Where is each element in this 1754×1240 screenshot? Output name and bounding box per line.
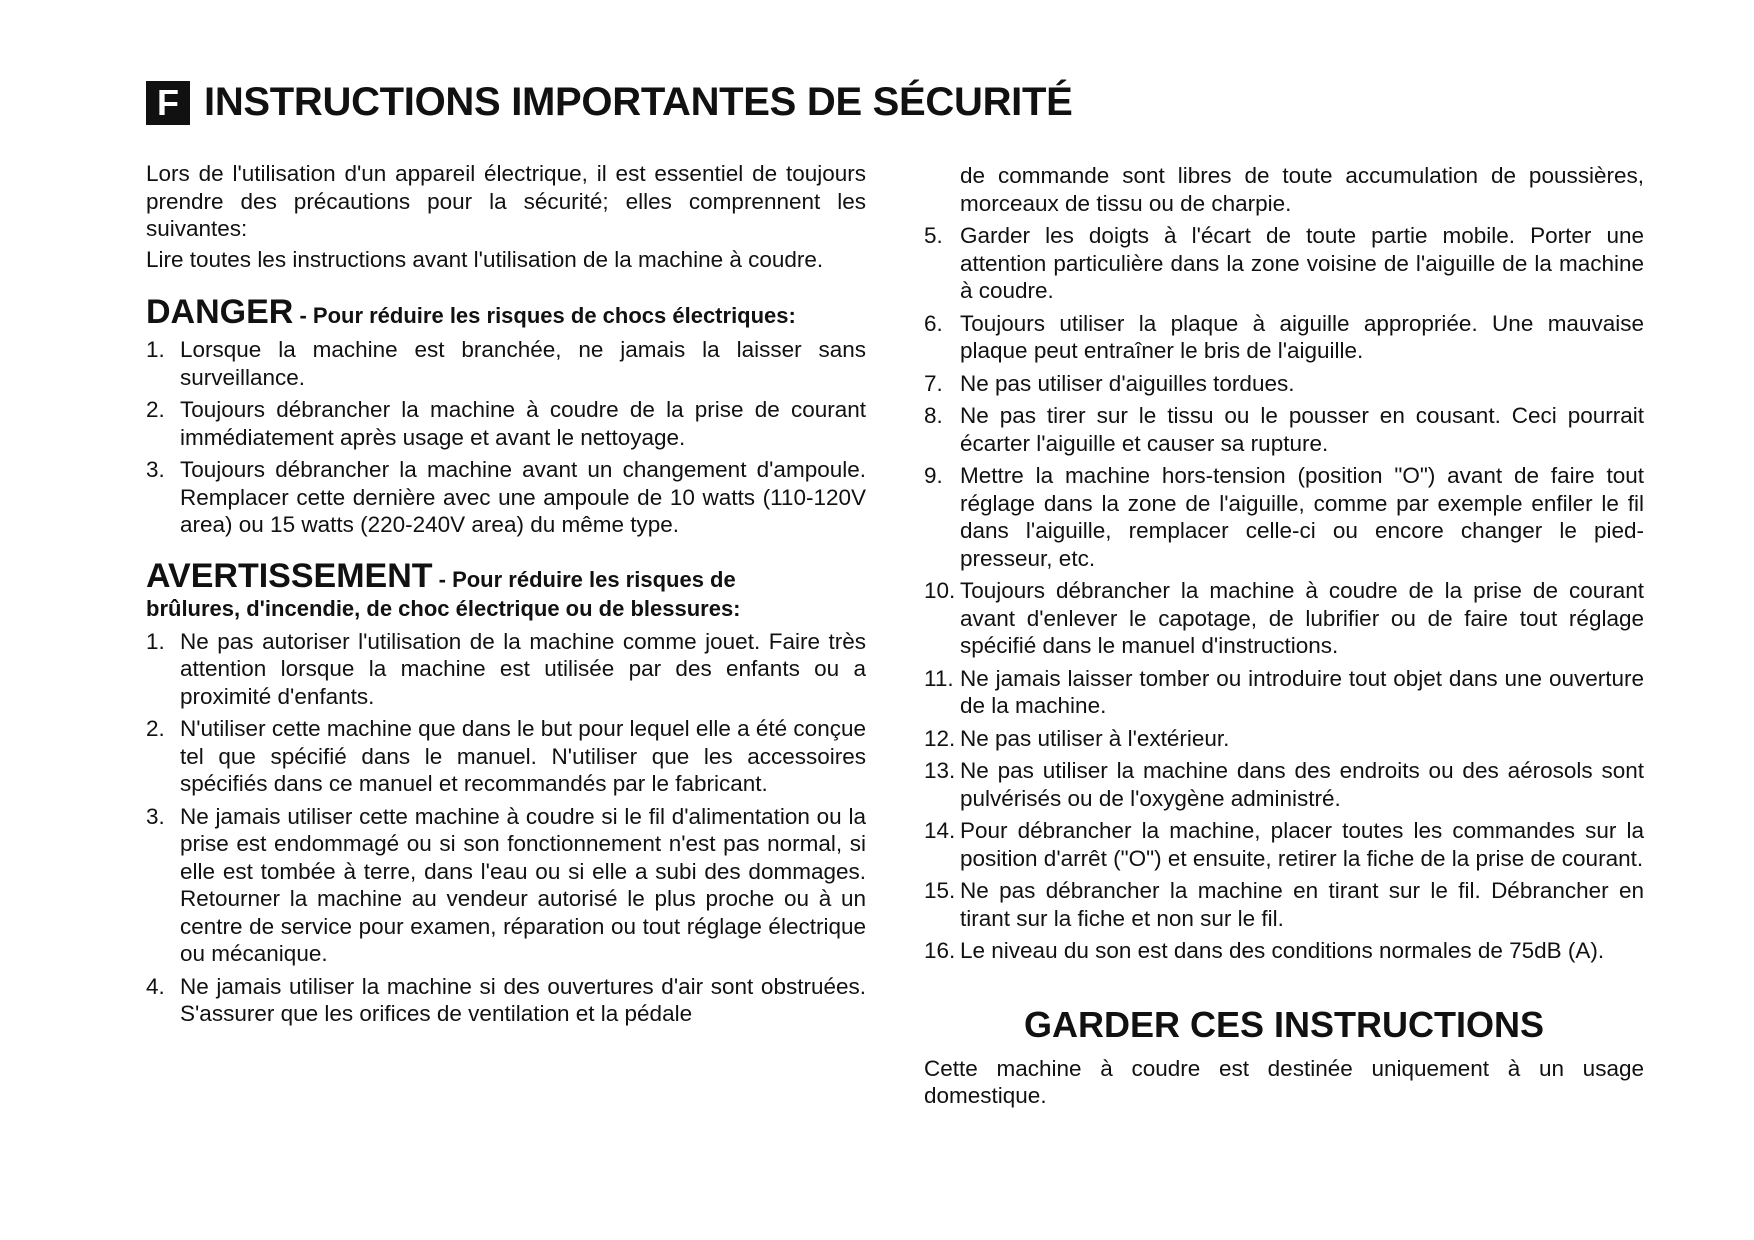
item-text: Ne pas autoriser l'utilisation de la machine comme jouet. Faire très attention lorsque la machine est utilisée par des enfants ou a proximité d'enfants. [180, 628, 866, 709]
warning-heading [146, 556, 866, 623]
item-text: Lorsque la machine est branchée, ne jamais la laisser sans surveillance. [180, 337, 866, 390]
list-item [146, 973, 866, 1028]
item-text: Ne pas utiliser à l'extérieur. [960, 725, 1230, 751]
item-number: 10. [924, 578, 956, 603]
list-item [924, 757, 1644, 812]
warning-subtitle: - Pour réduire les risques de [432, 566, 736, 592]
page-header [146, 80, 1073, 125]
list-item [146, 715, 866, 798]
list-item [146, 336, 866, 391]
warning-label: AVERTISSEMENT [146, 556, 433, 595]
right-column [924, 162, 1644, 1110]
item-number: 3. [146, 457, 165, 482]
item-number: 2. [146, 397, 165, 422]
item-number: 11. [924, 665, 954, 691]
item-text: N'utiliser cette machine que dans le but pour lequel elle a été conçue tel que spécifié dans le manuel. N'utiliser que les accessoires spécifiés dans ce manuel et recommandés par le fabricant. [180, 716, 866, 796]
item-text: Le niveau du son est dans des conditions normales de 75dB (A). [960, 938, 1605, 963]
item-number: 9. [924, 463, 943, 488]
item-continuation: de commande sont libres de toute accumulation de poussières, morceaux de tissu ou de charpie. [960, 163, 1644, 216]
item-number: 1. [146, 337, 165, 362]
intro-paragraph: Lors de l'utilisation d'un appareil électrique, il est essentiel de toujours prendre des précautions pour la sécurité; elles comprennent les suivantes: [146, 161, 866, 241]
list-item [146, 396, 866, 451]
list-item [924, 402, 1644, 457]
item-text: Toujours débrancher la machine avant un changement d'ampoule. Remplacer cette dernière avec une ampoule de 10 watts (110-120V area) ou 15 watts (220-240V area) du même type. [180, 457, 866, 537]
item-number: 5. [924, 223, 943, 248]
item-number: 12. [924, 725, 956, 751]
item-number: 16. [924, 938, 956, 963]
item-text: Ne pas utiliser la machine dans des endroits ou des aérosols sont pulvérisés ou de l'oxygène administré. [960, 758, 1644, 811]
item-text: Ne pas débrancher la machine en tirant sur le fil. Débrancher en tirant sur la fiche et non sur le fil. [960, 878, 1644, 931]
list-item [924, 665, 1644, 720]
list-item [924, 877, 1644, 932]
list-item [924, 370, 1644, 398]
item-number: 2. [146, 716, 165, 741]
list-item [924, 310, 1644, 365]
item-number: 6. [924, 310, 943, 336]
item-number: 1. [146, 628, 165, 654]
page-title: INSTRUCTIONS IMPORTANTES DE SÉCURITÉ [204, 80, 1073, 124]
item-number: 3. [146, 803, 165, 829]
intro [146, 160, 866, 273]
item-number: 15. [924, 878, 956, 903]
danger-subtitle: - Pour réduire les risques de chocs électriques: [293, 303, 796, 328]
item-text: Toujours utiliser la plaque à aiguille appropriée. Une mauvaise plaque peut entraîner le bris de l'aiguille. [960, 310, 1644, 363]
list-item [924, 817, 1644, 872]
warning-list [146, 628, 866, 1028]
item-text: Toujours débrancher la machine à coudre de la prise de courant avant d'enlever le capotage, de lubrifier ou de faire tout réglage spécifié dans le manuel d'instructions. [960, 578, 1644, 658]
keep-instructions-heading: GARDER CES INSTRUCTIONS [1023, 1003, 1545, 1045]
warning-list-continued [924, 222, 1644, 965]
item-number: 13. [924, 758, 956, 783]
list-item [146, 456, 866, 539]
item-text: Ne jamais utiliser la machine si des ouvertures d'air sont obstruées. S'assurer que les orifices de ventilation et la pédale [180, 973, 866, 1026]
danger-list [146, 336, 866, 539]
item-text: Ne pas tirer sur le tissu ou le pousser en cousant. Ceci pourrait écarter l'aiguille et causer sa rupture. [960, 403, 1644, 456]
item-text: Toujours débrancher la machine à coudre de la prise de courant immédiatement après usage et avant le nettoyage. [180, 397, 866, 450]
list-item [146, 803, 866, 968]
intro-paragraph: Lire toutes les instructions avant l'utilisation de la machine à coudre. [146, 246, 824, 272]
language-badge: F [146, 81, 190, 125]
item-text: Ne pas utiliser d'aiguilles tordues. [960, 370, 1295, 396]
list-item [924, 577, 1644, 660]
left-column [146, 160, 866, 1028]
list-item [146, 628, 866, 711]
item-text: Mettre la machine hors-tension (position "O") avant de faire tout réglage dans la zone de l'aiguille, comme par exemple enfiler le fil dans l'aiguille, remplacer celle-ci ou encore changer le pied-presseur, etc. [960, 463, 1644, 571]
list-item [924, 222, 1644, 305]
danger-heading [146, 293, 866, 331]
list-item [924, 462, 1644, 572]
item-number: 14. [924, 818, 956, 843]
item-text: Ne jamais laisser tomber ou introduire tout objet dans une ouverture de la machine. [960, 665, 1644, 718]
item-text: Pour débrancher la machine, placer toutes les commandes sur la position d'arrêt ("O") et ensuite, retirer la fiche de la prise de courant. [960, 818, 1644, 871]
danger-label: DANGER [146, 293, 294, 331]
list-item [924, 725, 1644, 753]
item-number: 4. [146, 973, 165, 999]
item-number: 8. [924, 403, 943, 428]
item-number: 7. [924, 370, 943, 396]
list-item [924, 937, 1644, 965]
item-text: Garder les doigts à l'écart de toute partie mobile. Porter une attention particulière dans la zone voisine de l'aiguille de la machine à coudre. [960, 223, 1644, 303]
warning-subtitle-line2: brûlures, d'incendie, de choc électrique ou de blessures: [146, 595, 741, 621]
item-text: Ne jamais utiliser cette machine à coudre si le fil d'alimentation ou la prise est endommagé ou si son fonctionnement n'est pas normal, si elle est tombée à terre, dans l'eau ou si elle a subi des dommages. Retourner la machine au vendeur autorisé le plus proche ou à un centre de service pour examen, réparation ou tout réglage électrique ou mécanique. [180, 803, 866, 966]
domestic-use-note: Cette machine à coudre est destinée uniquement à un usage domestique. [924, 1055, 1644, 1108]
